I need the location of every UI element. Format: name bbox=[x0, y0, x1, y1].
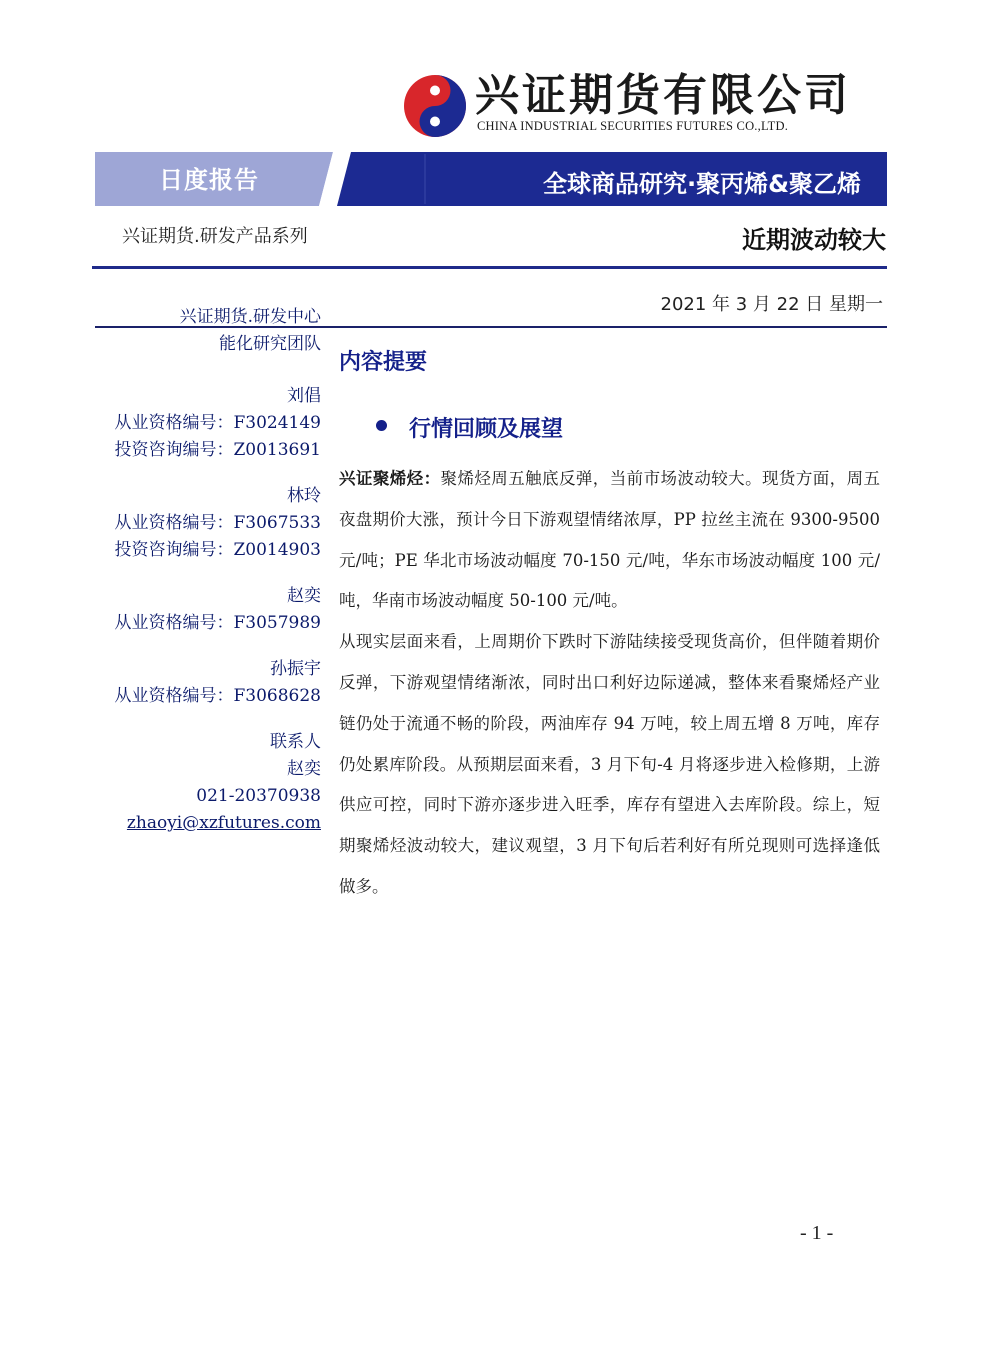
analyst-name: 赵奕 bbox=[287, 586, 321, 606]
report-header-band bbox=[95, 152, 887, 206]
research-team: 能化研究团队 bbox=[219, 334, 321, 354]
section-heading: 行情回顾及展望 bbox=[409, 417, 564, 442]
company-name-en: CHINA INDUSTRIAL SECURITIES FUTURES CO.,LTD. bbox=[477, 119, 789, 133]
paragraph-1 bbox=[339, 459, 880, 622]
page-number: - 1 - bbox=[800, 1222, 834, 1244]
contact-label: 联系人 bbox=[270, 732, 321, 752]
contact-phone: 021-20370938 bbox=[196, 786, 321, 806]
contact-email-link[interactable]: zhaoyi@xzfutures.com bbox=[126, 813, 321, 833]
header-divider bbox=[92, 266, 887, 269]
report-date: 2021 年 3 月 22 日 星期一 bbox=[660, 294, 883, 315]
paragraph-1-text: 聚烯烃周五触底反弹，当前市场波动较大。现货方面，周五夜盘期价大涨，预计今日下游观望情绪浓厚，PP 拉丝主流在 9300-9500 元/吨；PE 华北市场波动幅度 70-150 元/吨，华东市场波动幅度 100 元/吨，华南市场波动幅度 50-100 元/吨。 bbox=[339, 469, 881, 611]
company-name-cn: 兴证期货有限公司 bbox=[475, 70, 851, 121]
report-headline: 近期波动较大 bbox=[742, 226, 886, 254]
report-body bbox=[339, 459, 880, 908]
bullet-icon bbox=[376, 420, 387, 431]
research-center: 兴证期货.研发中心 bbox=[179, 307, 321, 327]
contact-name: 赵奕 bbox=[287, 759, 321, 779]
analyst-name: 刘倡 bbox=[287, 386, 321, 406]
paragraph-2: 从现实层面来看，上周期价下跌时下游陆续接受现货高价，但伴随着期价反弹，下游观望情绪渐浓，同时出口利好边际递减，整体来看聚烯烃产业链仍处于流通不畅的阶段，两油库存 94 万吨，较上周五增 8 万吨，库存仍处累库阶段。从预期层面来看，3 月下旬-4 月将逐步进入检修期，上游供应可控，同时下游亦逐步进入旺季，库存有望进入去库阶段。综上，短期聚烯烃波动较大，建议观望，3 月下旬后若利好有所兑现则可选择逢低做多。 bbox=[339, 632, 880, 896]
analyst-name: 林玲 bbox=[287, 486, 321, 506]
product-series: 兴证期货.研发产品系列 bbox=[122, 226, 308, 247]
analyst-cert: 从业资格编号：F3024149 bbox=[114, 413, 321, 433]
company-logo-icon bbox=[403, 74, 467, 138]
report-type: 日度报告 bbox=[159, 166, 259, 194]
analyst-cert: 从业资格编号：F3068628 bbox=[114, 686, 321, 706]
summary-heading: 内容提要 bbox=[339, 350, 428, 375]
report-title: 全球商品研究·聚丙烯&聚乙烯 bbox=[542, 170, 861, 198]
analyst-name: 孙振宇 bbox=[270, 659, 321, 679]
analyst-cert: 从业资格编号：F3057989 bbox=[114, 613, 321, 633]
company-logo bbox=[403, 72, 873, 140]
analyst-cert: 从业资格编号：F3067533 bbox=[114, 513, 321, 533]
lead-label: 兴证聚烯烃： bbox=[339, 469, 441, 488]
author-sidebar bbox=[95, 304, 321, 837]
analyst-consult: 投资咨询编号：Z0013691 bbox=[114, 440, 321, 460]
analyst-consult: 投资咨询编号：Z0014903 bbox=[114, 540, 321, 560]
